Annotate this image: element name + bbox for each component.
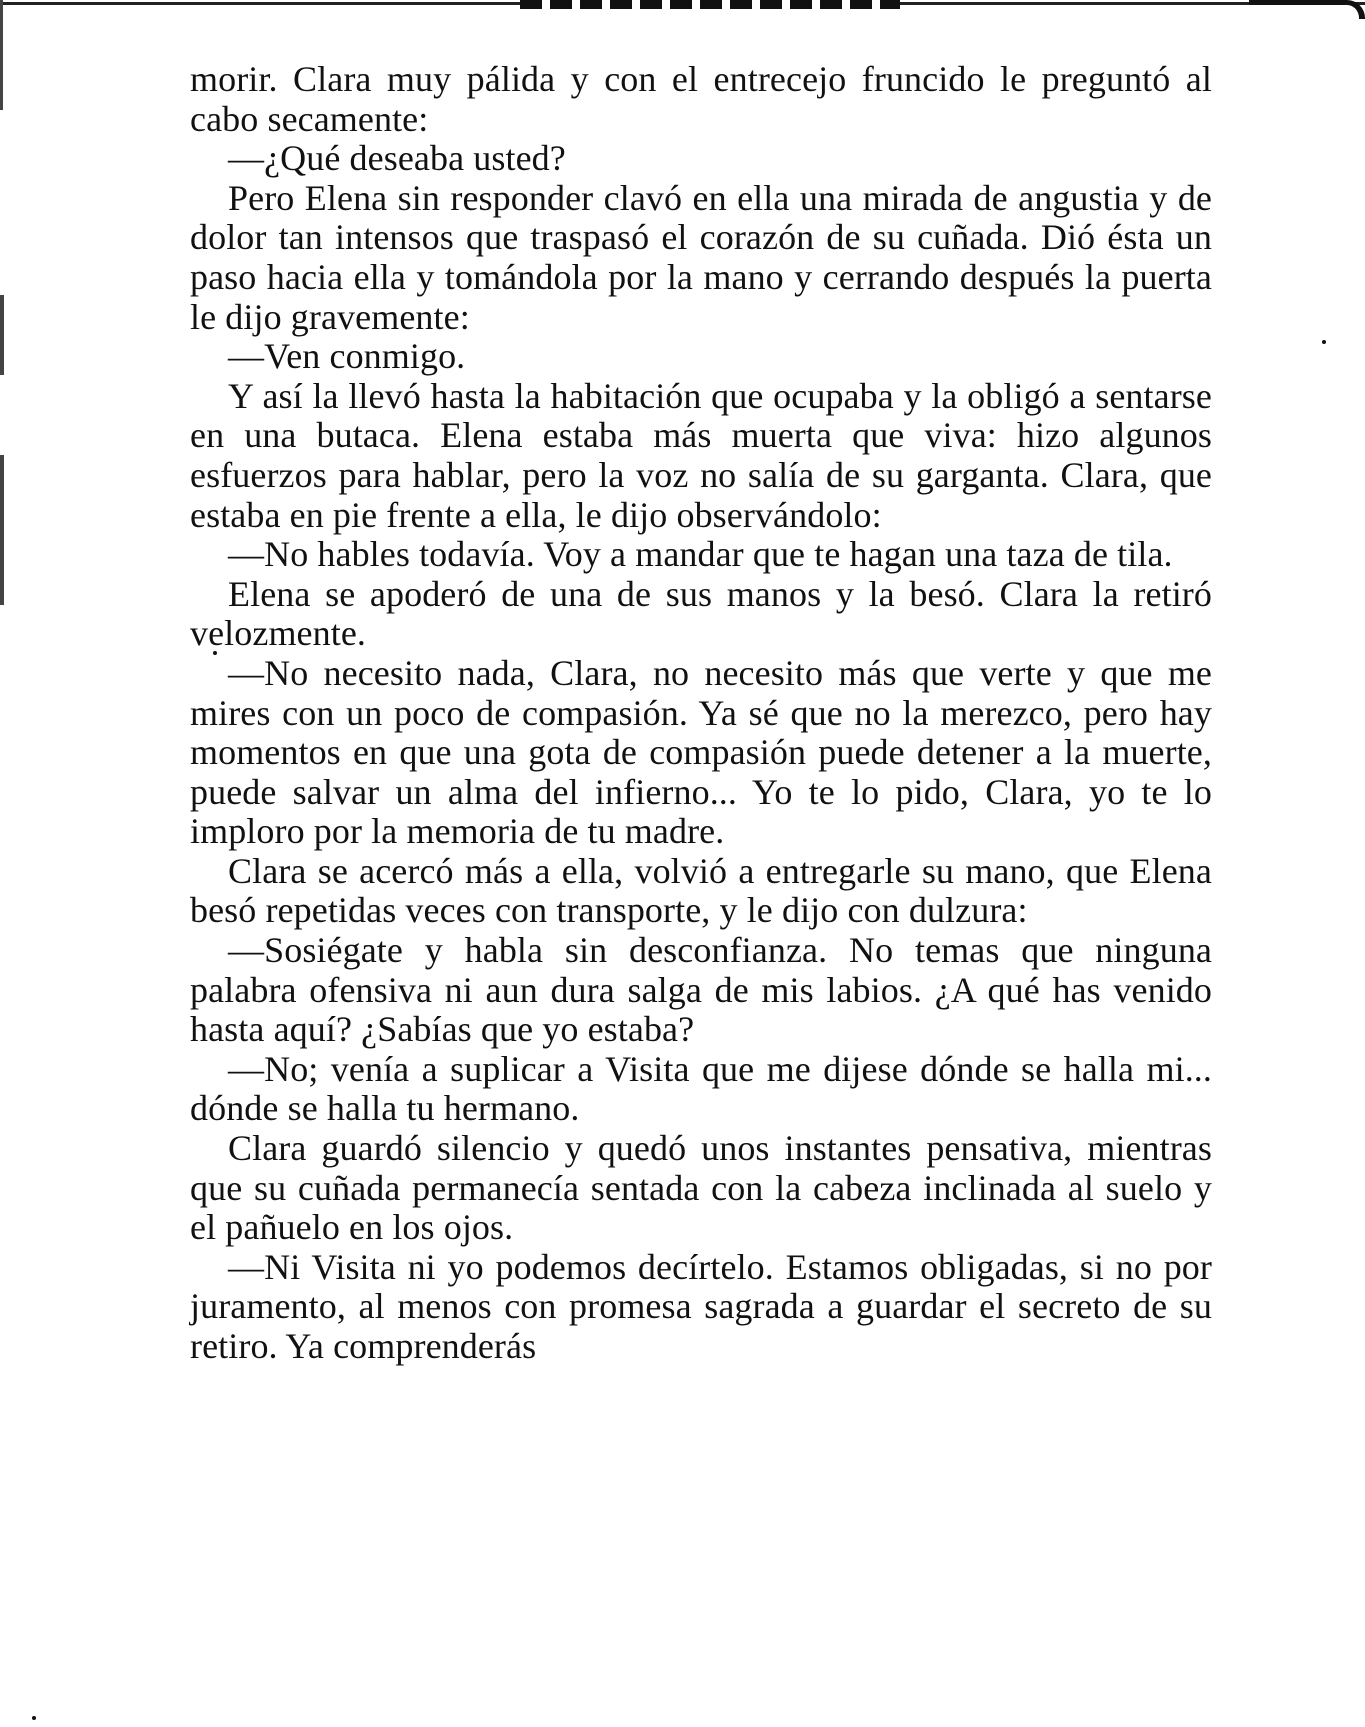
body-text	[190, 60, 1212, 1367]
speck	[1322, 340, 1326, 344]
running-header-smudge	[520, 0, 900, 9]
dialogue-line: —¿Qué deseaba usted?	[228, 138, 566, 179]
dialogue-line: —Ven conmigo.	[228, 336, 466, 377]
left-edge-shadow	[0, 455, 4, 605]
page-corner-curl	[1249, 0, 1365, 19]
paragraph: Clara se acercó más a ella, volvió a entregarle su mano, que Elena besó repetidas veces con transporte, y le dijo con dulzura:	[190, 850, 1212, 931]
dialogue-line: —Sosiégate y habla sin desconfianza. No temas que ninguna palabra ofensiva ni aun dura salga de mis labios. ¿A qué has venido hasta aquí? ¿Sabías que yo estaba?	[190, 930, 1212, 1050]
dialogue-line: —No; venía a suplicar a Visita que me dijese dónde se halla mi... dónde se halla tu hermano.	[190, 1048, 1212, 1129]
speck	[32, 1716, 36, 1720]
dialogue-line: —No necesito nada, Clara, no necesito más que verte y que me mires con un poco de compasión. Ya sé que no la merezco, pero hay momentos en que una gota de compasión puede detener a la muerte, puede salvar un alma del infierno... Yo te lo pido, Clara, yo te lo imploro por la memoria de tu madre.	[190, 652, 1212, 852]
paragraph-continuation: morir. Clara muy pálida y con el entrecejo fruncido le preguntó al cabo secamente:	[190, 59, 1212, 139]
paragraph: Elena se apoderó de una de sus manos y la besó. Clara la retiró velozmente.	[190, 573, 1212, 654]
dialogue-line: —Ni Visita ni yo podemos decírtelo. Estamos obligadas, si no por juramento, al menos con promesa sagrada a guardar el secreto de su retiro. Ya comprenderás	[190, 1246, 1212, 1366]
dialogue-line: —No hables todavía. Voy a mandar que te hagan una taza de tila.	[228, 534, 1173, 575]
paragraph: Y así la llevó hasta la habitación que ocupaba y la obligó a sentarse en una butaca. Elena estaba más muerta que viva: hizo algunos esfuerzos para hablar, pero la voz no salía de su garganta. Clara, que estaba en pie frente a ella, le dijo observándolo:	[190, 375, 1212, 535]
paragraph: Pero Elena sin responder clavó en ella una mirada de angustia y de dolor tan intensos que traspasó el corazón de su cuñada. Dió ésta un paso hacia ella y tomándola por la mano y cerrando después la puerta le dijo gravemente:	[190, 177, 1212, 337]
left-edge-shadow	[0, 295, 4, 375]
left-edge-shadow	[0, 0, 3, 110]
paragraph: Clara guardó silencio y quedó unos instantes pensativa, mientras que su cuñada permanecía sentada con la cabeza inclinada al suelo y el pañuelo en los ojos.	[190, 1128, 1212, 1248]
